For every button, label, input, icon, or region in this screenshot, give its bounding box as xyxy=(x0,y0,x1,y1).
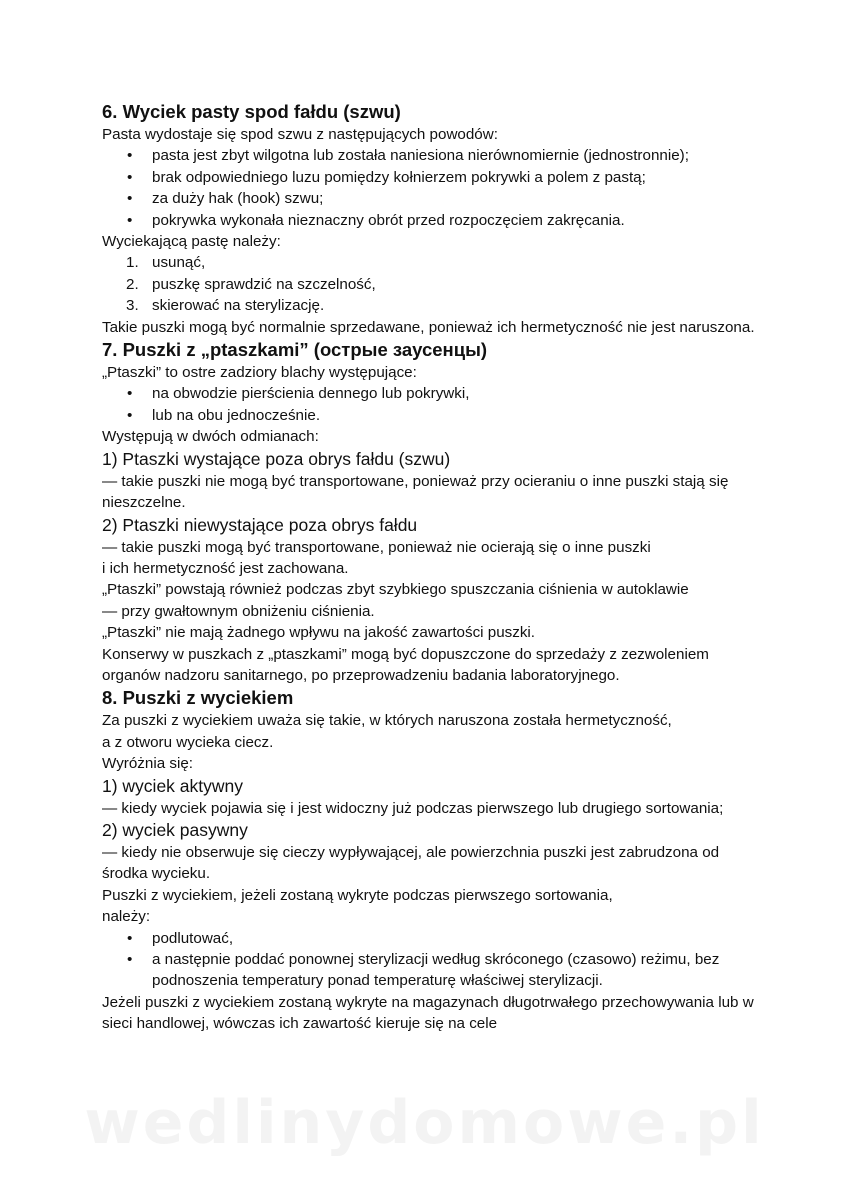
section-6-causes-list xyxy=(102,145,762,231)
section-8-distinguish: Wyróżnia się: xyxy=(102,755,194,773)
section-7-variants-intro: Występują w dwóch odmianach: xyxy=(102,428,319,446)
section-8-found-line1: Puszki z wyciekiem, jeżeli zostaną wykryte podczas pierwszego sortowania, xyxy=(102,886,613,904)
list-item xyxy=(102,252,762,273)
section-6-outro: Takie puszki mogą być normalnie sprzedawane, ponieważ ich hermetyczność nie jest naruszona. xyxy=(102,318,755,336)
list-item: • lub na obu jednocześnie. xyxy=(102,405,762,426)
list-item: • a następnie poddać ponownej sterylizacji według skróconego (czasowo) reżimu, bez podnoszenia temperatury ponad temperaturę właściwej sterylizacji. xyxy=(102,949,762,992)
list-item: • brak odpowiedniego luzu pomiędzy kołnierzem pokrywki a polem z pastą; xyxy=(102,167,762,188)
step-number: 3. xyxy=(126,297,139,315)
variant-2-text-line2: i ich hermetyczność jest zachowana. xyxy=(102,559,349,577)
section-7-locations-list xyxy=(102,383,762,426)
section-6-steps-list xyxy=(102,252,762,316)
step-text: puszkę sprawdzić na szczelność, xyxy=(152,275,376,293)
section-7-note-1-line2: — przy gwałtownym obniżeniu ciśnienia. xyxy=(102,602,375,620)
step-number: 1. xyxy=(126,254,139,272)
list-item: • pasta jest zbyt wilgotna lub została naniesiona nierównomiernie (jednostronnie); xyxy=(102,145,762,166)
section-8-actions-list xyxy=(102,928,762,992)
list-item: • na obwodzie pierścienia dennego lub pokrywki, xyxy=(102,383,762,404)
variant-1-text: — takie puszki nie mogą być transportowane, ponieważ przy ocieraniu o inne puszki stają się nieszczelne. xyxy=(102,472,729,512)
active-leak-title: 1) wyciek aktywny xyxy=(102,775,244,796)
list-item xyxy=(102,295,762,316)
section-8-found-line2: należy: xyxy=(102,908,151,926)
list-item: • za duży hak (hook) szwu; xyxy=(102,188,762,209)
section-7-title: 7. Puszki z „ptaszkami” (острые заусенцы) xyxy=(102,339,488,361)
list-item: • podlutować, xyxy=(102,928,762,949)
watermark: wedlinydomowe.pl xyxy=(84,1088,765,1158)
section-8-outro: Jeżeli puszki z wyciekiem zostaną wykryte na magazynach długotrwałego przechowywania lub w sieci handlowej, wówczas ich zawartość kieruje się na cele xyxy=(102,993,754,1033)
passive-leak-title: 2) wyciek pasywny xyxy=(102,819,248,840)
list-item: • pokrywka wykonała nieznaczny obrót przed rozpoczęciem zakręcania. xyxy=(102,210,762,231)
section-6-steps-intro: Wyciekającą pastę należy: xyxy=(102,233,281,251)
step-text: usunąć, xyxy=(152,254,206,272)
passive-leak-text: — kiedy nie obserwuje się cieczy wypływającej, ale powierzchnia puszki jest zabrudzona od środka wycieku. xyxy=(102,843,720,883)
variant-1-title: 1) Ptaszki wystające poza obrys fałdu (szwu) xyxy=(102,448,451,469)
section-7-note-1-line1: „Ptaszki” powstają również podczas zbyt szybkiego spuszczania ciśnienia w autoklawie xyxy=(102,581,689,599)
step-text: skierować na sterylizację. xyxy=(152,297,325,315)
section-6-title: 6. Wyciek pasty spod fałdu (szwu) xyxy=(102,101,401,122)
variant-2-text-line1: — takie puszki mogą być transportowane, ponieważ nie ocierają się o inne puszki xyxy=(102,538,651,556)
section-8-title: 8. Puszki z wyciekiem xyxy=(102,687,294,709)
section-6-intro: Pasta wydostaje się spod szwu z następujących powodów: xyxy=(102,126,498,143)
section-7-note-3: Konserwy w puszkach z „ptaszkami” mogą być dopuszczone do sprzedaży z zezwoleniem organów nadzoru sanitarnego, po przeprowadzeniu badania laboratoryjnego. xyxy=(102,645,709,684)
section-8-intro-line2: a z otworu wycieka ciecz. xyxy=(102,733,274,751)
active-leak-text: — kiedy wyciek pojawia się i jest widoczny już podczas pierwszego lub drugiego sortowania; xyxy=(102,799,724,817)
section-8-intro-line1: Za puszki z wyciekiem uważa się takie, w których naruszona została hermetyczność, xyxy=(102,712,672,730)
section-7-intro: „Ptaszki” to ostre zadziory blachy występujące: xyxy=(102,364,417,382)
document-page xyxy=(102,100,762,1035)
list-item xyxy=(102,274,762,295)
section-7-note-2: „Ptaszki” nie mają żadnego wpływu na jakość zawartości puszki. xyxy=(102,624,536,642)
variant-2-title: 2) Ptaszki niewystające poza obrys fałdu xyxy=(102,514,418,535)
step-number: 2. xyxy=(126,275,139,293)
